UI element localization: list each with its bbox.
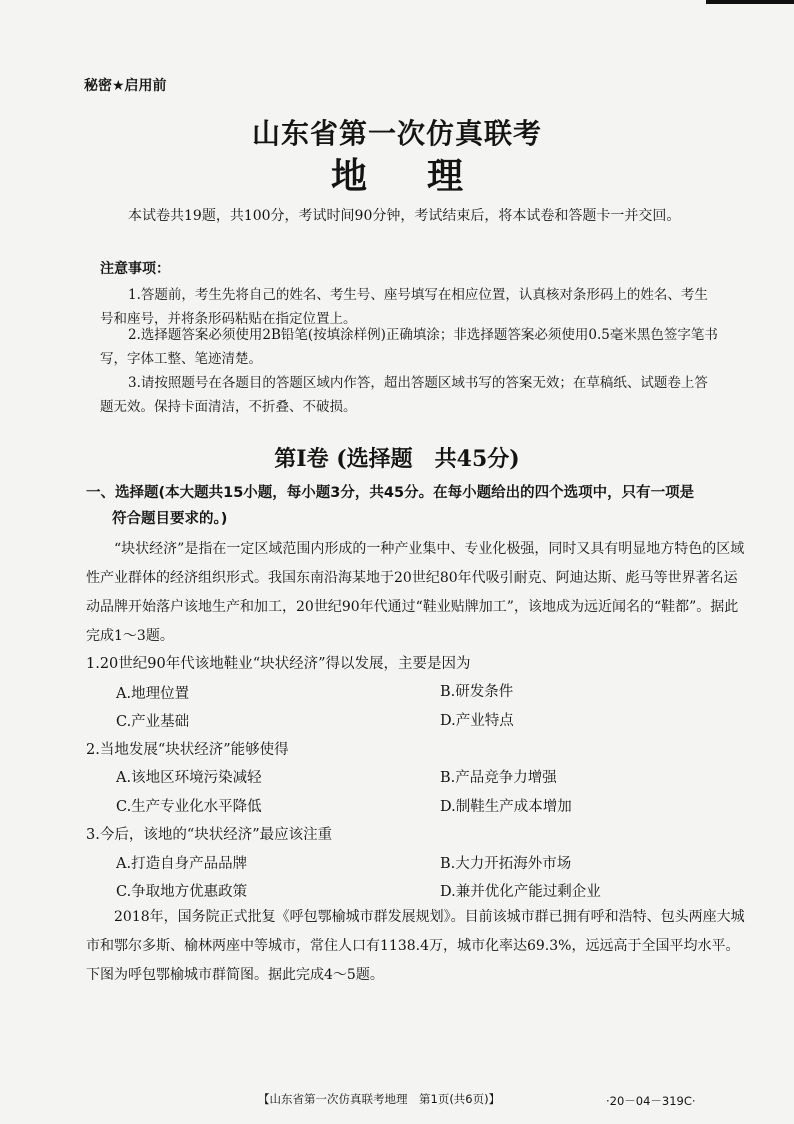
question-1-option-a: A.地理位置 <box>116 686 190 702</box>
question-1-option-b: B.研发条件 <box>440 684 514 700</box>
question-1-option-d: D.产业特点 <box>440 713 514 729</box>
section-instruction <box>86 480 750 532</box>
question-2-option-d: D.制鞋生产成本增加 <box>440 799 572 815</box>
question-1-stem: 1.20世纪90年代该地鞋业“块状经济”得以发展，主要是因为 <box>86 656 471 672</box>
material-passage-2: 2018年，国务院正式批复《呼包鄂榆城市群发展规划》。目前该城市群已拥有呼和浩特、包头两座大城市和鄂尔多斯、榆林两座中等城市，常住人口有1138.4万，城市化率达69.3%，远远高于全国平均水平。下图为呼包鄂榆城市群简图。据此完成4～5题。 <box>86 909 745 983</box>
material-passage-1: “块状经济”是指在一定区域范围内形成的一种产业集中、专业化极强，同时又具有明显地方特色的区域性产业群体的经济组织形式。我国东南沿海某地于20世纪80年代吸引耐克、阿迪达斯、彪马等世界著名运动品牌开始落户该地生产和加工，20世纪90年代通过“鞋业贴牌加工”，该地成为远近闻名的“鞋都”。据此完成1～3题。 <box>86 541 745 644</box>
question-3-option-b: B.大力开拓海外市场 <box>440 856 572 872</box>
secret-label: 秘密★启用前 <box>84 78 167 94</box>
notes-heading: 注意事项： <box>100 261 170 277</box>
question-3-option-a: A.打造自身产品品牌 <box>116 856 248 872</box>
page-footer: 【山东省第一次仿真联考地理 第1页(共6页)】 <box>258 1092 501 1106</box>
question-2-option-b: B.产品竞争力增强 <box>440 770 557 786</box>
question-1-option-c: C.产业基础 <box>116 714 190 730</box>
top-edge-bar <box>706 0 794 4</box>
exam-instructions: 本试卷共19题，共100分，考试时间90分钟，考试结束后，将本试卷和答题卡一并交回。 <box>128 208 681 224</box>
note-item-3: 3.请按照题号在各题目的答题区域内作答，超出答题区域书写的答案无效；在草稿纸、试题卷上答题无效。保持卡面清洁，不折叠、不破损。 <box>100 375 708 415</box>
section-instruction-line2: 符合题目要求的。) <box>112 511 228 527</box>
question-2-option-a: A.该地区环境污染减轻 <box>116 770 262 786</box>
subject-title: 地理 <box>330 155 523 197</box>
question-3-stem: 3.今后，该地的“块状经济”最应该注重 <box>86 827 333 843</box>
question-3-option-c: C.争取地方优惠政策 <box>116 884 248 900</box>
question-2-option-c: C.生产专业化水平降低 <box>116 799 262 815</box>
section-instruction-line1: 一、选择题(本大题共15小题，每小题3分，共45分。在每小题给出的四个选项中，只有一项是 <box>86 485 695 501</box>
question-2-stem: 2.当地发展“块状经济”能够使得 <box>86 742 289 758</box>
paper-code: ·20－04－319C· <box>606 1094 696 1108</box>
note-item-1: 1.答题前，考生先将自己的姓名、考生号、座号填写在相应位置，认真核对条形码上的姓名、考生号和座号，并将条形码粘贴在指定位置上。 <box>100 287 708 327</box>
question-3-option-d: D.兼并优化产能过剩企业 <box>440 884 601 900</box>
section-title: 第Ⅰ卷 (选择题 共45分) <box>274 446 520 472</box>
note-item-2: 2.选择题答案必须使用2B铅笔(按填涂样例)正确填涂；非选择题答案必须使用0.5毫米黑色签字笔书写，字体工整、笔迹清楚。 <box>100 327 718 367</box>
exam-title: 山东省第一次仿真联考 <box>251 117 542 150</box>
